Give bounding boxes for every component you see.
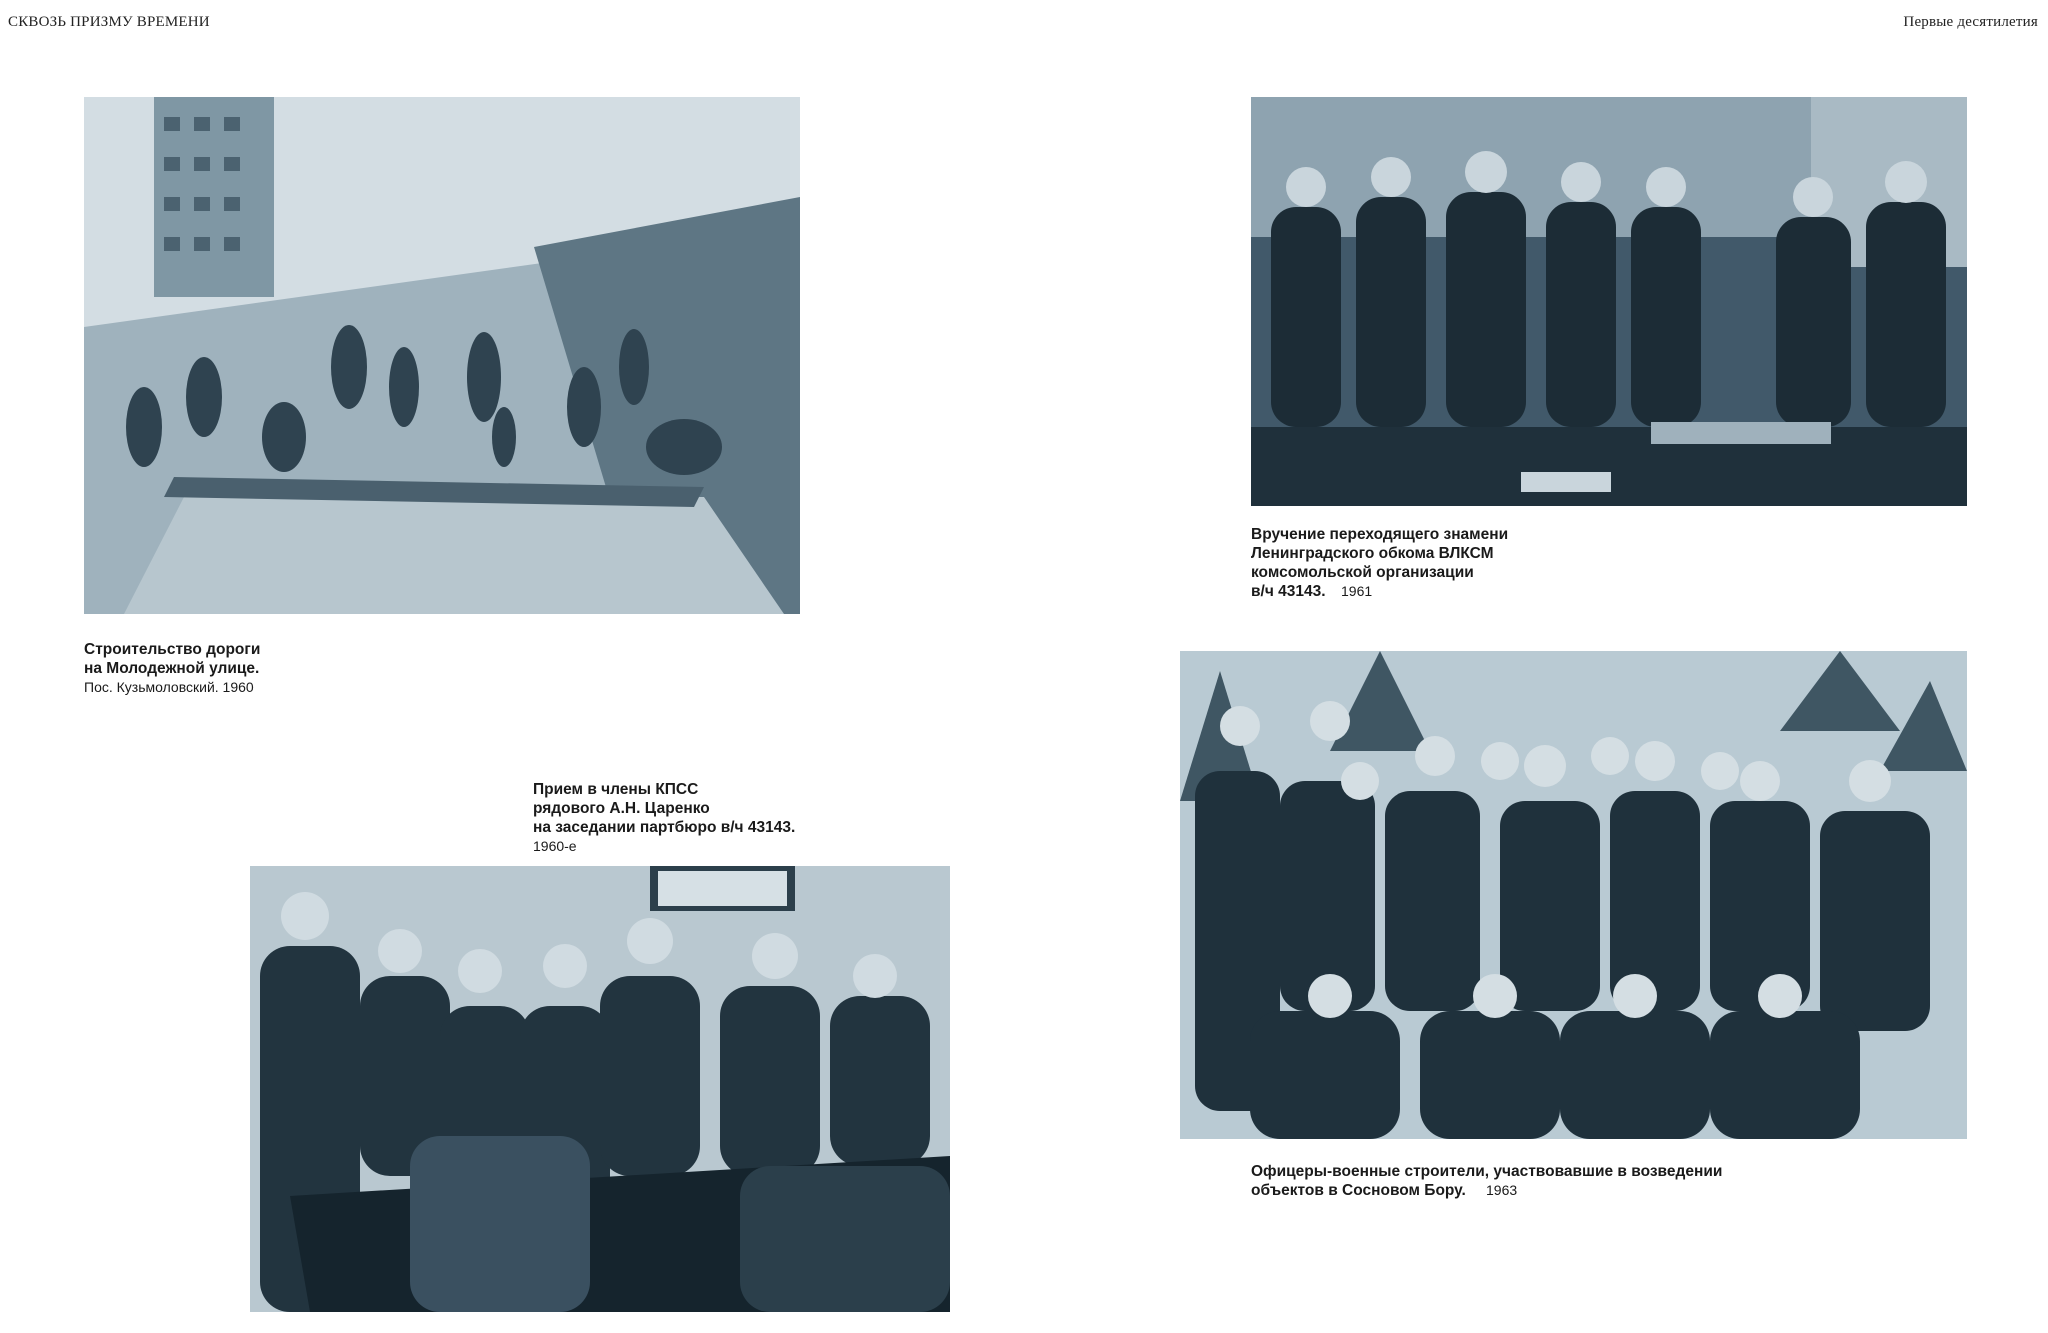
caption-road-construction (84, 640, 504, 697)
caption-kpss-title: Прием в члены КПСС рядового А.Н. Царенко на заседании партбюро в/ч 43143. (533, 781, 796, 836)
caption-banner-title: Вручение переходящего знамени Ленинградского обкома ВЛКСМ комсомольской организации в/ч 43143. (1251, 526, 1509, 600)
caption-officers-title: Офицеры-военные строители, участвовавшие в возведении объектов в Сосновом Бору. (1251, 1163, 1723, 1199)
running-head-left: СКВОЗЬ ПРИЗМУ ВРЕМЕНИ (8, 14, 210, 30)
caption-officers-year: 1963 (1486, 1182, 1518, 1198)
caption-kpss-meeting (533, 780, 953, 856)
photo-banner-ceremony-image (1251, 97, 1967, 506)
caption-road-title: Строительство дороги на Молодежной улице. (84, 641, 261, 677)
photo-officers-group (1180, 651, 1967, 1139)
photo-party-meeting-image (250, 866, 950, 1312)
photo-officers-group-image (1180, 651, 1967, 1139)
running-head-right: Первые десятилетия (1903, 14, 2038, 30)
caption-officers (1251, 1162, 1871, 1200)
caption-kpss-year: 1960-е (533, 838, 577, 854)
photo-road-construction (84, 97, 800, 614)
photo-banner-ceremony (1251, 97, 1967, 506)
caption-road-detail: Пос. Кузьмоловский. 1960 (84, 679, 254, 695)
photo-road-construction-image (84, 97, 800, 614)
photo-party-meeting (250, 866, 950, 1312)
caption-banner-year: 1961 (1341, 583, 1373, 599)
caption-banner-ceremony (1251, 525, 1671, 601)
